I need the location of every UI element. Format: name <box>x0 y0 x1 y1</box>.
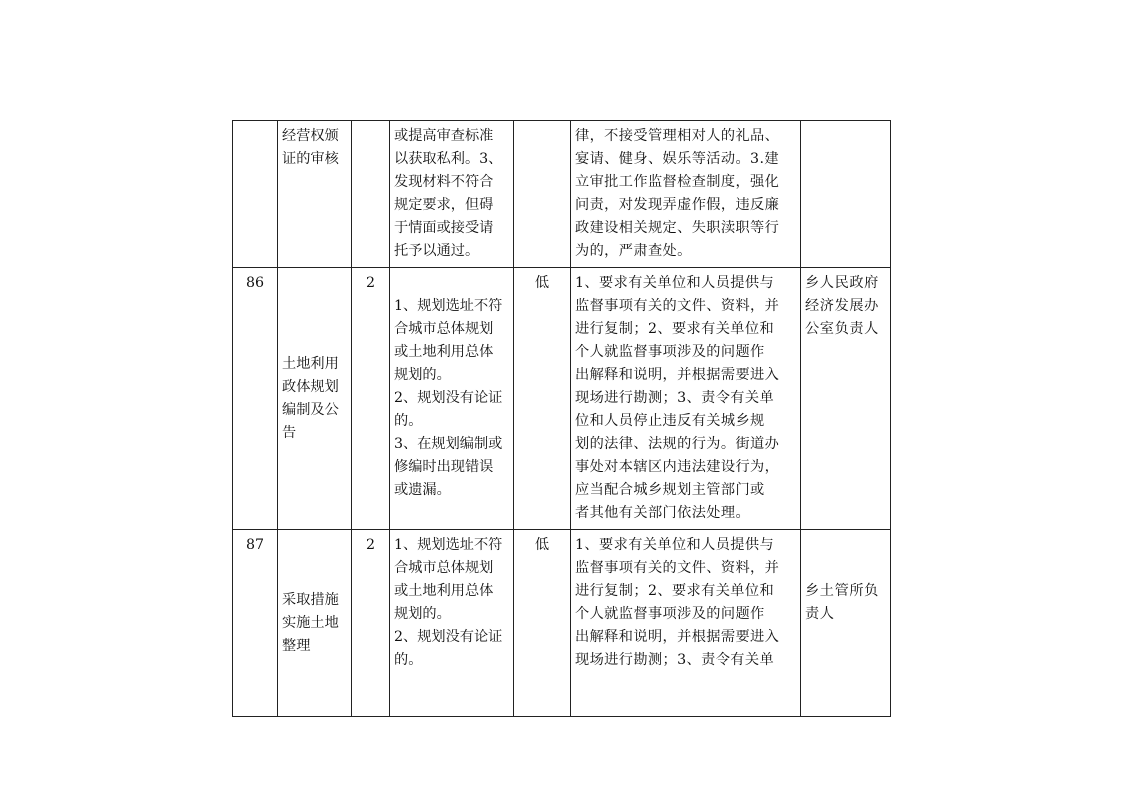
item-level <box>352 121 390 268</box>
item-level: 2 <box>352 268 390 530</box>
responsible-person <box>801 121 891 268</box>
row-number: 86 <box>233 268 278 530</box>
risk-table <box>232 120 891 717</box>
item-name: 土地利用 政体规划 编制及公 告 <box>278 268 352 530</box>
item-name: 经营权颁 证的审核 <box>278 121 352 268</box>
risk-grade: 低 <box>514 530 571 717</box>
prevention-measures: 1、要求有关单位和人员提供与 监督事项有关的文件、资料，并 进行复制；2、要求有关单位和 个人就监督事项涉及的问题作 出解释和说明，并根据需要进入 现场进行勘测；3、责令有关单 位和人员停止违反有关城乡规 划的法律、法规的行为。街道办 事处对本辖区内违法建设行为， 应当配合城乡规划主管部门或 者其他有关部门依法处理。 <box>571 268 801 530</box>
risk-point: 1、规划选址不符 合城市总体规划 或土地利用总体 规划的。 2、规划没有论证 的。 3、在规划编制或 修编时出现错误 或遗漏。 <box>390 268 514 530</box>
risk-point: 或提高审查标准 以获取私利。3、 发现材料不符合 规定要求，但碍 于情面或接受请 托予以通过。 <box>390 121 514 268</box>
prevention-measures: 1、要求有关单位和人员提供与 监督事项有关的文件、资料，并 进行复制；2、要求有关单位和 个人就监督事项涉及的问题作 出解释和说明，并根据需要进入 现场进行勘测；3、责令有关单 <box>571 530 801 717</box>
table-row <box>233 530 891 717</box>
responsible-person: 乡人民政府 经济发展办 公室负责人 <box>801 268 891 530</box>
risk-point: 1、规划选址不符 合城市总体规划 或土地利用总体 规划的。 2、规划没有论证 的。 <box>390 530 514 717</box>
table-row <box>233 121 891 268</box>
row-number <box>233 121 278 268</box>
item-name: 采取措施 实施土地 整理 <box>278 530 352 717</box>
row-number: 87 <box>233 530 278 717</box>
prevention-measures: 律，不接受管理相对人的礼品、 宴请、健身、娱乐等活动。3.建 立审批工作监督检查制度，强化 问责，对发现弄虚作假，违反廉 政建设相关规定、失职渎职等行 为的，严肃查处。 <box>571 121 801 268</box>
risk-grade <box>514 121 571 268</box>
responsible-person: 乡土管所负 责人 <box>801 530 891 717</box>
table-row <box>233 268 891 530</box>
risk-grade: 低 <box>514 268 571 530</box>
item-level: 2 <box>352 530 390 717</box>
